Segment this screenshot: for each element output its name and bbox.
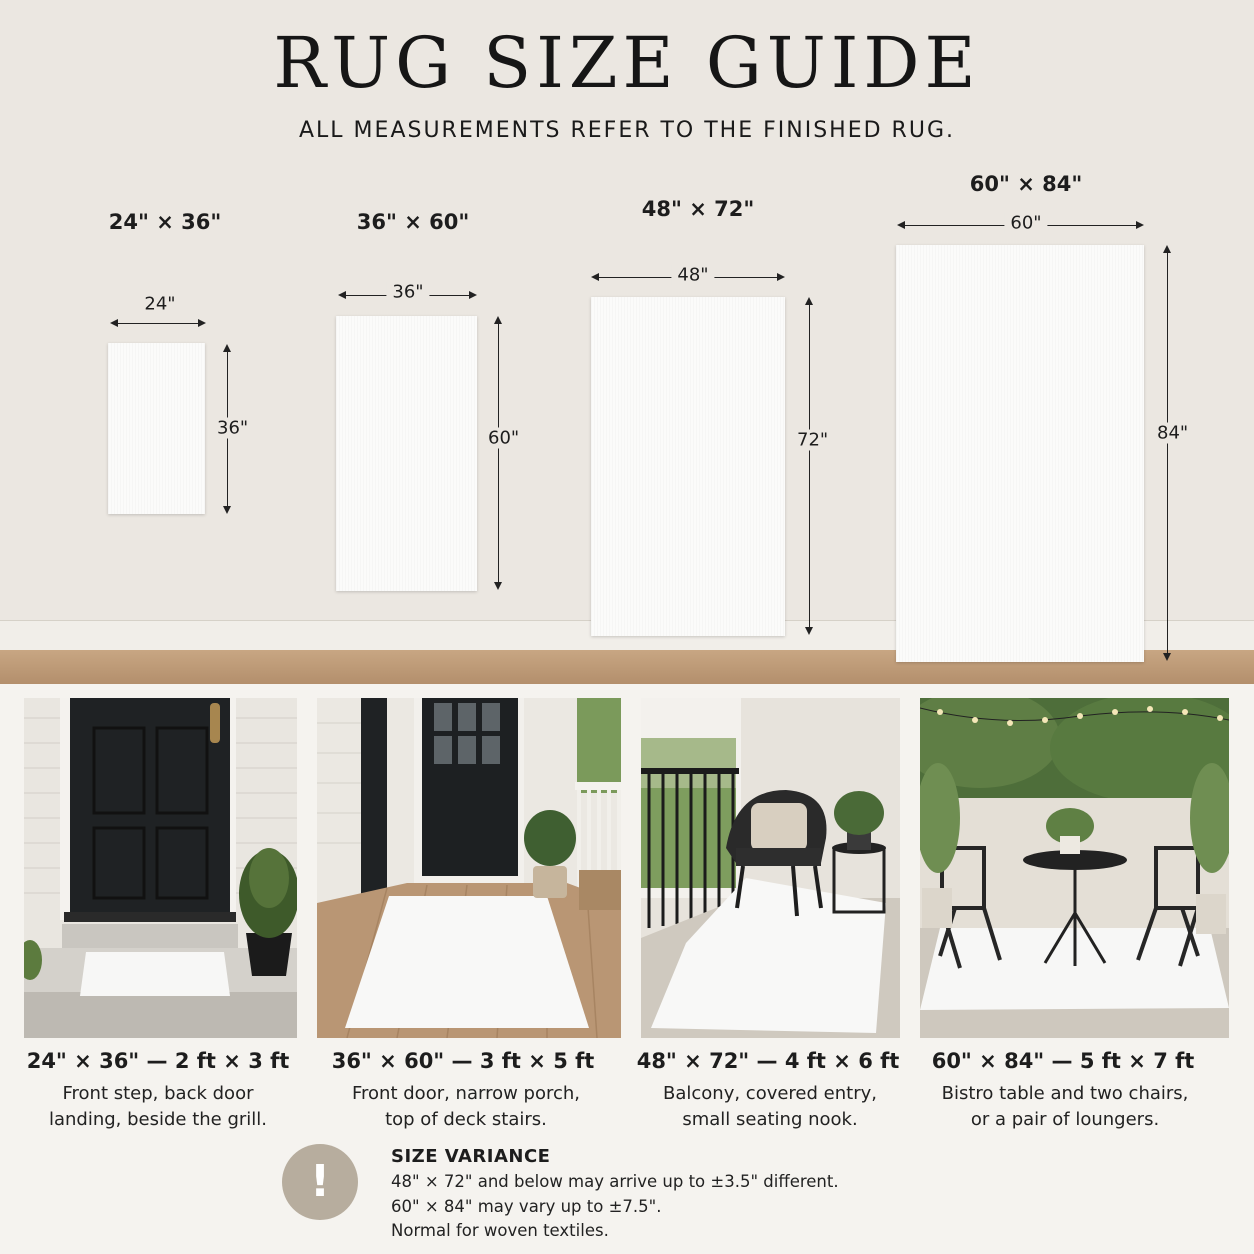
arrow-left-icon xyxy=(897,221,905,229)
height-arrow xyxy=(809,299,810,633)
card-line: Front step, back door xyxy=(62,1083,254,1104)
card-title-24x36: 24" × 36" — 2 ft × 3 ft xyxy=(26,1049,290,1073)
height-arrow xyxy=(498,318,499,588)
variance-line: 60" × 84" may vary up to ±7.5". xyxy=(391,1197,662,1216)
arrow-right-icon xyxy=(198,319,206,327)
rug-36x60 xyxy=(336,316,477,591)
photo-front-step xyxy=(24,698,297,1038)
card-description xyxy=(615,1081,925,1133)
photo-bistro-patio xyxy=(920,698,1229,1038)
card-description xyxy=(910,1081,1220,1133)
arrow-left-icon xyxy=(110,319,118,327)
size-label-48x72: 48" × 72" xyxy=(641,197,755,221)
height-dimension: 84" xyxy=(1157,422,1189,444)
card-line: or a pair of loungers. xyxy=(970,1109,1160,1130)
page-subtitle: ALL MEASUREMENTS REFER TO THE FINISHED RUG. xyxy=(299,118,955,143)
card-line: Balcony, covered entry, xyxy=(663,1083,877,1104)
arrow-right-icon xyxy=(1136,221,1144,229)
card-title-48x72: 48" × 72" — 4 ft × 6 ft xyxy=(636,1049,900,1073)
width-dimension: 36" xyxy=(386,282,429,303)
arrow-right-icon xyxy=(469,291,477,299)
page-title: RUG SIZE GUIDE xyxy=(273,22,981,104)
height-dimension: 72" xyxy=(797,429,829,451)
arrow-down-icon xyxy=(1163,653,1171,661)
arrow-down-icon xyxy=(223,506,231,514)
rug-60x84 xyxy=(896,245,1144,662)
arrow-left-icon xyxy=(591,273,599,281)
width-dimension: 60" xyxy=(1004,213,1047,234)
card-title-60x84: 60" × 84" — 5 ft × 7 ft xyxy=(931,1049,1195,1073)
arrow-up-icon xyxy=(223,344,231,352)
card-line: landing, beside the grill. xyxy=(48,1109,268,1130)
exclamation-icon: ! xyxy=(282,1144,358,1220)
arrow-up-icon xyxy=(805,297,813,305)
width-dimension: 24" xyxy=(144,293,176,315)
rug-24x36 xyxy=(108,343,205,514)
arrow-down-icon xyxy=(494,582,502,590)
arrow-up-icon xyxy=(494,316,502,324)
height-dimension: 36" xyxy=(217,417,249,439)
card-line: Front door, narrow porch, xyxy=(352,1083,580,1104)
width-dimension: 48" xyxy=(671,265,714,286)
photo-balcony xyxy=(641,698,900,1038)
card-title-36x60: 36" × 60" — 3 ft × 5 ft xyxy=(331,1049,595,1073)
arrow-left-icon xyxy=(338,291,346,299)
rug-48x72 xyxy=(591,297,785,636)
size-label-36x60: 36" × 60" xyxy=(356,210,470,234)
arrow-right-icon xyxy=(777,273,785,281)
height-dimension: 60" xyxy=(488,427,520,449)
variance-title: SIZE VARIANCE xyxy=(391,1146,551,1167)
photo-porch xyxy=(317,698,621,1038)
height-arrow xyxy=(1167,247,1168,659)
card-line: Bistro table and two chairs, xyxy=(941,1083,1189,1104)
card-line: small seating nook. xyxy=(682,1109,858,1130)
arrow-down-icon xyxy=(805,627,813,635)
card-line: top of deck stairs. xyxy=(385,1109,547,1130)
card-description xyxy=(3,1081,313,1133)
size-label-24x36: 24" × 36" xyxy=(108,210,222,234)
width-arrow xyxy=(112,323,204,324)
variance-line: 48" × 72" and below may arrive up to ±3.5" different. xyxy=(391,1172,839,1191)
arrow-up-icon xyxy=(1163,245,1171,253)
card-description xyxy=(311,1081,621,1133)
variance-line: Normal for woven textiles. xyxy=(391,1221,609,1240)
size-label-60x84: 60" × 84" xyxy=(969,172,1083,196)
